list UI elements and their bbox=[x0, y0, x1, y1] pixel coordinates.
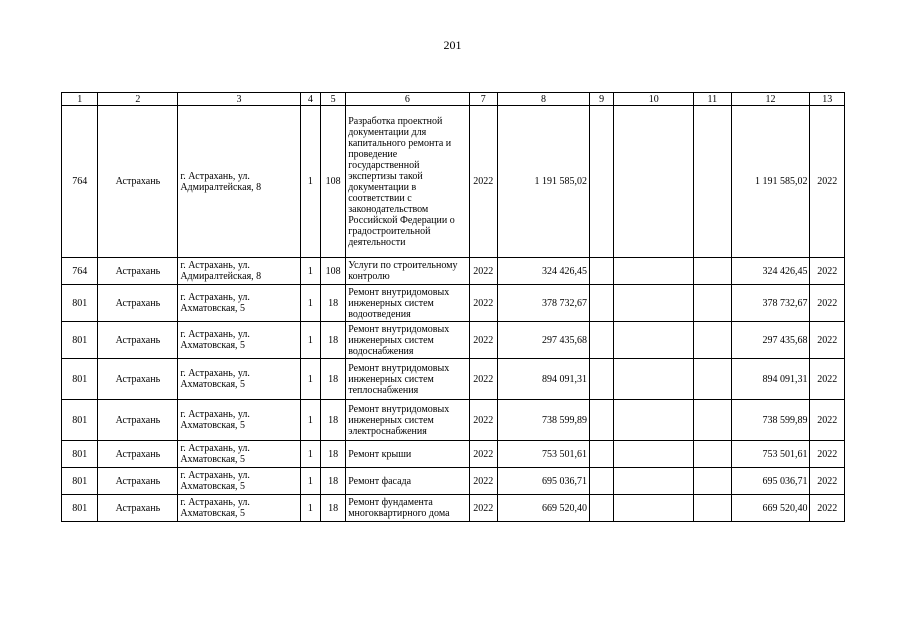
cell-municipality: Астрахань bbox=[98, 400, 178, 441]
cell-year-end: 2022 bbox=[810, 400, 845, 441]
column-header: 11 bbox=[694, 93, 731, 106]
cell-work-type: Ремонт фундамента многоквартирного дома bbox=[346, 495, 469, 522]
cell-amount: 669 520,40 bbox=[497, 495, 589, 522]
cell-year: 2022 bbox=[469, 258, 497, 285]
cell-year: 2022 bbox=[469, 400, 497, 441]
cell-col-5: 108 bbox=[320, 106, 345, 258]
cell-address: г. Астрахань, ул. Ахматовская, 5 bbox=[178, 285, 300, 322]
cell-object-id: 801 bbox=[62, 400, 98, 441]
cell-work-type: Ремонт внутридомовых инженерных систем электроснабжения bbox=[346, 400, 469, 441]
cell-col-9 bbox=[589, 322, 613, 359]
cell-col-4: 1 bbox=[300, 258, 320, 285]
cell-total: 378 732,67 bbox=[731, 285, 810, 322]
cell-year-end: 2022 bbox=[810, 495, 845, 522]
cell-col-9 bbox=[589, 400, 613, 441]
cell-address: г. Астрахань, ул. Адмиралтейская, 8 bbox=[178, 258, 300, 285]
cell-col-11 bbox=[694, 106, 731, 258]
cell-col-10 bbox=[614, 495, 694, 522]
cell-object-id: 764 bbox=[62, 258, 98, 285]
column-header: 10 bbox=[614, 93, 694, 106]
cell-amount: 695 036,71 bbox=[497, 468, 589, 495]
cell-work-type: Ремонт внутридомовых инженерных систем водоотведения bbox=[346, 285, 469, 322]
cell-work-type: Разработка проектной документации для капитального ремонта и проведение государственной экспертизы такой документации в соответствии с законодательством Российской Федерации о градостроительной деятельности bbox=[346, 106, 469, 258]
cell-col-5: 18 bbox=[320, 441, 345, 468]
cell-col-4: 1 bbox=[300, 468, 320, 495]
cell-object-id: 801 bbox=[62, 468, 98, 495]
column-header: 3 bbox=[178, 93, 300, 106]
cell-total: 695 036,71 bbox=[731, 468, 810, 495]
cell-col-10 bbox=[614, 441, 694, 468]
cell-col-4: 1 bbox=[300, 285, 320, 322]
cell-col-9 bbox=[589, 258, 613, 285]
cell-work-type: Ремонт фасада bbox=[346, 468, 469, 495]
cell-address: г. Астрахань, ул. Ахматовская, 5 bbox=[178, 400, 300, 441]
cell-object-id: 801 bbox=[62, 441, 98, 468]
cell-col-10 bbox=[614, 322, 694, 359]
cell-col-5: 108 bbox=[320, 258, 345, 285]
cell-total: 324 426,45 bbox=[731, 258, 810, 285]
cell-col-11 bbox=[694, 495, 731, 522]
cell-amount: 738 599,89 bbox=[497, 400, 589, 441]
cell-col-5: 18 bbox=[320, 400, 345, 441]
cell-address: г. Астрахань, ул. Ахматовская, 5 bbox=[178, 495, 300, 522]
cell-object-id: 801 bbox=[62, 285, 98, 322]
column-header: 6 bbox=[346, 93, 469, 106]
cell-year-end: 2022 bbox=[810, 285, 845, 322]
cell-col-9 bbox=[589, 359, 613, 400]
cell-municipality: Астрахань bbox=[98, 258, 178, 285]
column-header: 4 bbox=[300, 93, 320, 106]
cell-col-4: 1 bbox=[300, 359, 320, 400]
cell-total: 1 191 585,02 bbox=[731, 106, 810, 258]
cell-col-5: 18 bbox=[320, 468, 345, 495]
column-header: 12 bbox=[731, 93, 810, 106]
cell-year-end: 2022 bbox=[810, 322, 845, 359]
cell-col-10 bbox=[614, 285, 694, 322]
cell-year: 2022 bbox=[469, 441, 497, 468]
column-header: 5 bbox=[320, 93, 345, 106]
cell-col-4: 1 bbox=[300, 441, 320, 468]
table-row bbox=[62, 400, 845, 441]
table-header-row bbox=[62, 93, 845, 106]
column-header: 1 bbox=[62, 93, 98, 106]
cell-year: 2022 bbox=[469, 359, 497, 400]
page-number: 201 bbox=[443, 38, 462, 52]
cell-col-9 bbox=[589, 441, 613, 468]
cell-col-9 bbox=[589, 285, 613, 322]
cell-total: 894 091,31 bbox=[731, 359, 810, 400]
table-body bbox=[62, 93, 845, 522]
cell-year-end: 2022 bbox=[810, 441, 845, 468]
cell-year: 2022 bbox=[469, 285, 497, 322]
cell-year: 2022 bbox=[469, 322, 497, 359]
cell-amount: 894 091,31 bbox=[497, 359, 589, 400]
cell-object-id: 764 bbox=[62, 106, 98, 258]
cell-col-9 bbox=[589, 495, 613, 522]
cell-year: 2022 bbox=[469, 495, 497, 522]
table-row bbox=[62, 258, 845, 285]
table-row bbox=[62, 441, 845, 468]
cell-address: г. Астрахань, ул. Ахматовская, 5 bbox=[178, 441, 300, 468]
cell-amount: 378 732,67 bbox=[497, 285, 589, 322]
cell-col-11 bbox=[694, 258, 731, 285]
cell-address: г. Астрахань, ул. Ахматовская, 5 bbox=[178, 468, 300, 495]
cell-col-10 bbox=[614, 359, 694, 400]
table-row bbox=[62, 322, 845, 359]
cell-col-11 bbox=[694, 285, 731, 322]
cell-col-10 bbox=[614, 468, 694, 495]
column-header: 9 bbox=[589, 93, 613, 106]
cell-year-end: 2022 bbox=[810, 468, 845, 495]
column-header: 8 bbox=[497, 93, 589, 106]
cell-amount: 324 426,45 bbox=[497, 258, 589, 285]
cell-total: 669 520,40 bbox=[731, 495, 810, 522]
cell-address: г. Астрахань, ул. Ахматовская, 5 bbox=[178, 359, 300, 400]
table-row bbox=[62, 359, 845, 400]
cell-total: 753 501,61 bbox=[731, 441, 810, 468]
cell-municipality: Астрахань bbox=[98, 468, 178, 495]
column-header: 13 bbox=[810, 93, 845, 106]
cell-municipality: Астрахань bbox=[98, 322, 178, 359]
cell-col-11 bbox=[694, 322, 731, 359]
cell-object-id: 801 bbox=[62, 359, 98, 400]
cell-address: г. Астрахань, ул. Ахматовская, 5 bbox=[178, 322, 300, 359]
cell-total: 738 599,89 bbox=[731, 400, 810, 441]
cell-col-4: 1 bbox=[300, 400, 320, 441]
cell-object-id: 801 bbox=[62, 322, 98, 359]
cell-col-5: 18 bbox=[320, 322, 345, 359]
table-row bbox=[62, 106, 845, 258]
table-row bbox=[62, 285, 845, 322]
cell-col-11 bbox=[694, 441, 731, 468]
cell-col-11 bbox=[694, 359, 731, 400]
cell-year-end: 2022 bbox=[810, 359, 845, 400]
cell-amount: 1 191 585,02 bbox=[497, 106, 589, 258]
cell-object-id: 801 bbox=[62, 495, 98, 522]
cell-year-end: 2022 bbox=[810, 106, 845, 258]
cell-municipality: Астрахань bbox=[98, 495, 178, 522]
cell-amount: 297 435,68 bbox=[497, 322, 589, 359]
cell-col-10 bbox=[614, 400, 694, 441]
cell-col-4: 1 bbox=[300, 495, 320, 522]
cell-work-type: Услуги по строительному контролю bbox=[346, 258, 469, 285]
cell-municipality: Астрахань bbox=[98, 441, 178, 468]
cell-col-9 bbox=[589, 106, 613, 258]
cell-work-type: Ремонт крыши bbox=[346, 441, 469, 468]
cell-col-5: 18 bbox=[320, 359, 345, 400]
cell-municipality: Астрахань bbox=[98, 285, 178, 322]
cell-year: 2022 bbox=[469, 468, 497, 495]
cell-col-11 bbox=[694, 400, 731, 441]
cell-total: 297 435,68 bbox=[731, 322, 810, 359]
cell-col-4: 1 bbox=[300, 322, 320, 359]
column-header: 7 bbox=[469, 93, 497, 106]
cell-col-4: 1 bbox=[300, 106, 320, 258]
cell-col-11 bbox=[694, 468, 731, 495]
table-row bbox=[62, 468, 845, 495]
cell-work-type: Ремонт внутридомовых инженерных систем теплоснабжения bbox=[346, 359, 469, 400]
cell-municipality: Астрахань bbox=[98, 106, 178, 258]
cell-address: г. Астрахань, ул. Адмиралтейская, 8 bbox=[178, 106, 300, 258]
cell-col-9 bbox=[589, 468, 613, 495]
cell-col-10 bbox=[614, 106, 694, 258]
cell-work-type: Ремонт внутридомовых инженерных систем водоснабжения bbox=[346, 322, 469, 359]
cell-municipality: Астрахань bbox=[98, 359, 178, 400]
cell-col-5: 18 bbox=[320, 495, 345, 522]
registry-table bbox=[61, 92, 845, 522]
cell-year: 2022 bbox=[469, 106, 497, 258]
cell-col-10 bbox=[614, 258, 694, 285]
cell-year-end: 2022 bbox=[810, 258, 845, 285]
cell-amount: 753 501,61 bbox=[497, 441, 589, 468]
table-row bbox=[62, 495, 845, 522]
column-header: 2 bbox=[98, 93, 178, 106]
cell-col-5: 18 bbox=[320, 285, 345, 322]
